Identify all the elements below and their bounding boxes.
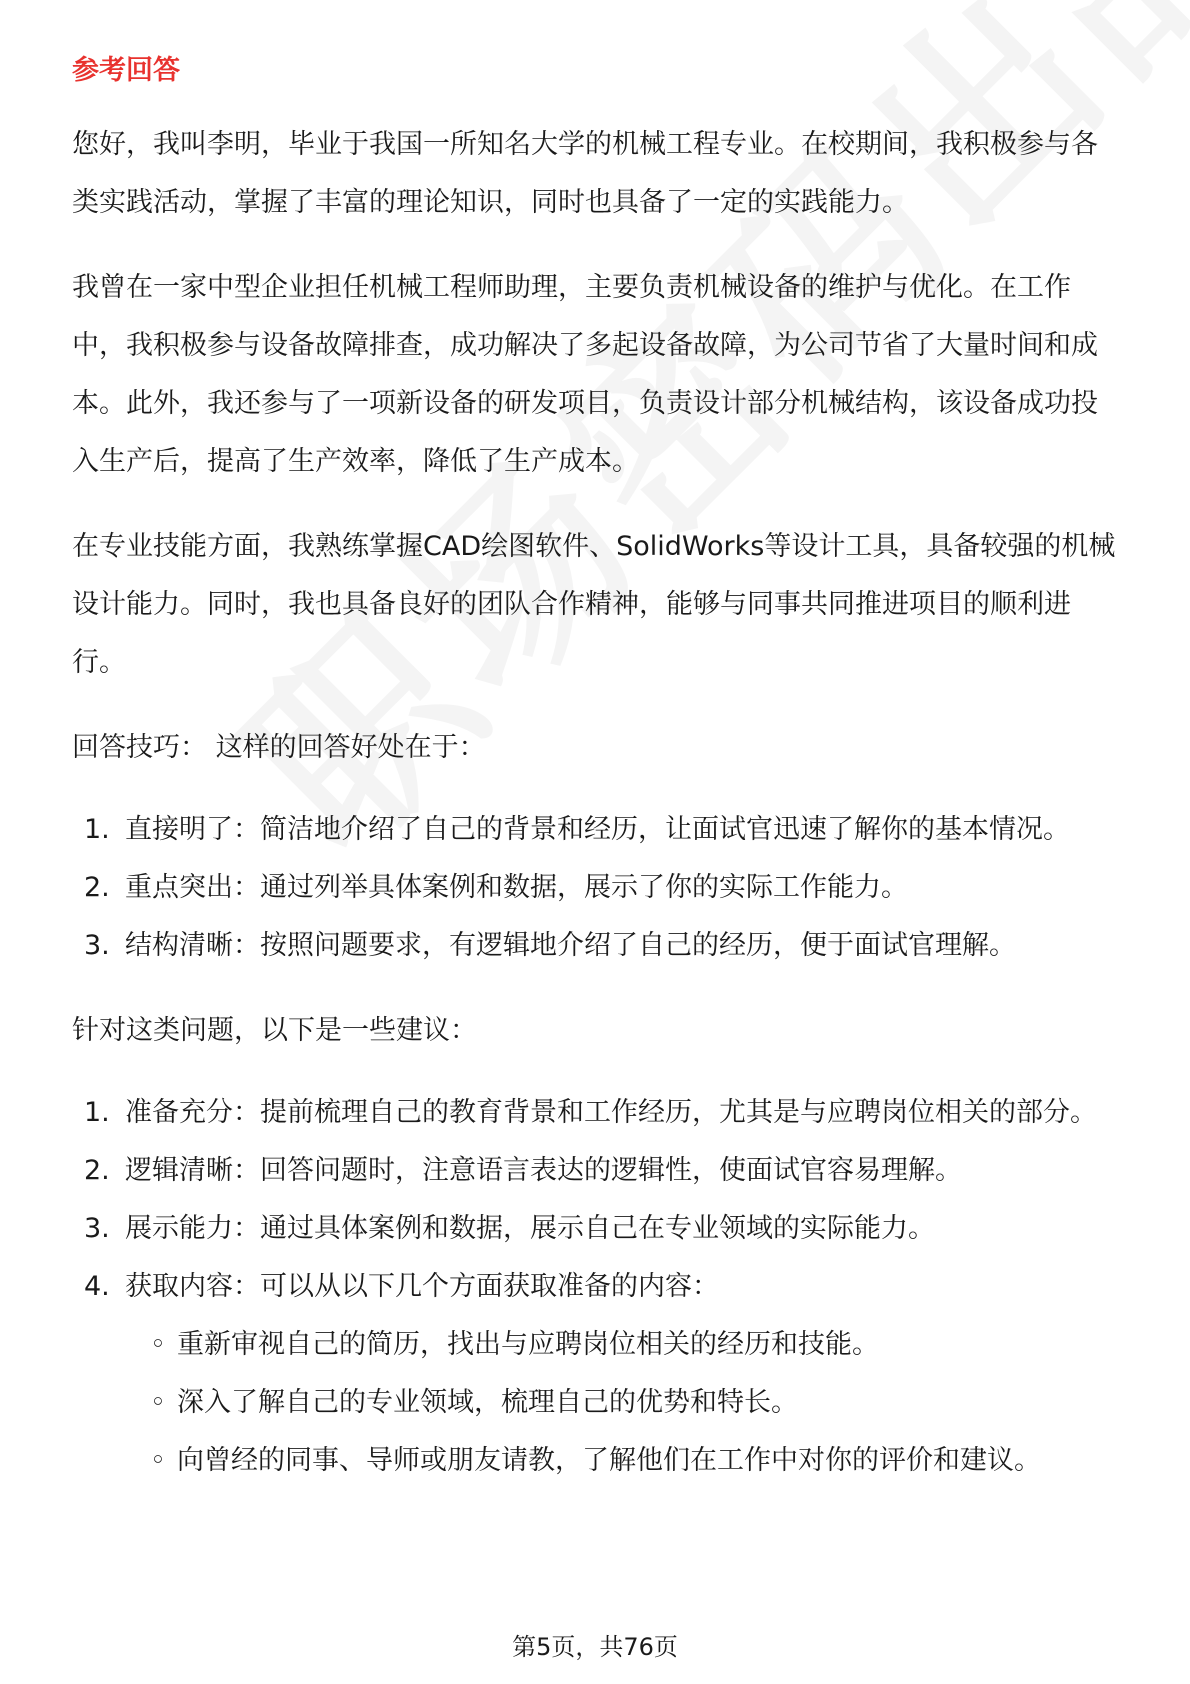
paragraph-skills: 在专业技能方面，我熟练掌握CAD绘图软件、SolidWorks等设计工具，具备较强的机械设计能力。同时，我也具备良好的团队合作精神，能够与同事共同推进项目的顺利进行。 — [72, 531, 1116, 678]
sub-list-item — [72, 1432, 1122, 1490]
list-item — [72, 917, 1122, 975]
list-number: 3. — [84, 930, 110, 961]
sub-list — [72, 1316, 1122, 1490]
list-item-text: 直接明了：简洁地介绍了自己的背景和经历，让面试官迅速了解你的基本情况。 — [125, 814, 1070, 845]
content — [72, 52, 1122, 1490]
list-item-text: 逻辑清晰：回答问题时，注意语言表达的逻辑性，使面试官容易理解。 — [125, 1155, 962, 1186]
list-number: 2. — [84, 872, 110, 903]
bullet-icon: ◦ — [150, 1329, 166, 1360]
list-item-text: 结构清晰：按照问题要求，有逻辑地介绍了自己的经历，便于面试官理解。 — [125, 930, 1016, 961]
list-item-text: 准备充分：提前梳理自己的教育背景和工作经历，尤其是与应聘岗位相关的部分。 — [125, 1097, 1097, 1128]
list-item-text: 展示能力：通过具体案例和数据，展示自己在专业领域的实际能力。 — [125, 1213, 935, 1244]
sub-list-item-text: 重新审视自己的简历，找出与应聘岗位相关的经历和技能。 — [177, 1329, 879, 1360]
sub-list-item — [72, 1374, 1122, 1432]
list-number: 3. — [84, 1213, 110, 1244]
list-item — [72, 801, 1122, 859]
list-number: 1. — [84, 1097, 110, 1128]
list-number: 2. — [84, 1155, 110, 1186]
list-number: 1. — [84, 814, 110, 845]
list-item — [72, 1084, 1122, 1142]
list-item-text: 重点突出：通过列举具体案例和数据，展示了你的实际工作能力。 — [125, 872, 908, 903]
tips-heading: 回答技巧： 这样的回答好处在于： — [72, 732, 486, 763]
tips-list — [72, 801, 1122, 975]
list-item — [72, 1200, 1122, 1258]
list-item — [72, 1142, 1122, 1200]
list-item-text: 获取内容：可以从以下几个方面获取准备的内容： — [125, 1271, 719, 1302]
list-number: 4. — [84, 1271, 110, 1302]
list-item — [72, 859, 1122, 917]
paragraph-experience: 我曾在一家中型企业担任机械工程师助理，主要负责机械设备的维护与优化。在工作中，我积极参与设备故障排查，成功解决了多起设备故障，为公司节省了大量时间和成本。此外，我还参与了一项新设备的研发项目，负责设计部分机械结构，该设备成功投入生产后，提高了生产效率，降低了生产成本。 — [72, 272, 1098, 477]
sub-list-item-text: 深入了解自己的专业领域，梳理自己的优势和特长。 — [177, 1387, 798, 1418]
list-item — [72, 1258, 1122, 1316]
bullet-icon: ◦ — [150, 1445, 166, 1476]
page-footer: 第5页，共76页 — [512, 1633, 678, 1661]
sub-list-item-text: 向曾经的同事、导师或朋友请教，了解他们在工作中对你的评价和建议。 — [177, 1445, 1041, 1476]
paragraph-intro: 您好，我叫李明，毕业于我国一所知名大学的机械工程专业。在校期间，我积极参与各类实践活动，掌握了丰富的理论知识，同时也具备了一定的实践能力。 — [72, 129, 1098, 218]
advice-list — [72, 1084, 1122, 1316]
advice-heading: 针对这类问题，以下是一些建议： — [72, 1015, 477, 1046]
bullet-icon: ◦ — [150, 1387, 166, 1418]
sub-list-item — [72, 1316, 1122, 1374]
section-title: 参考回答 — [72, 55, 180, 86]
